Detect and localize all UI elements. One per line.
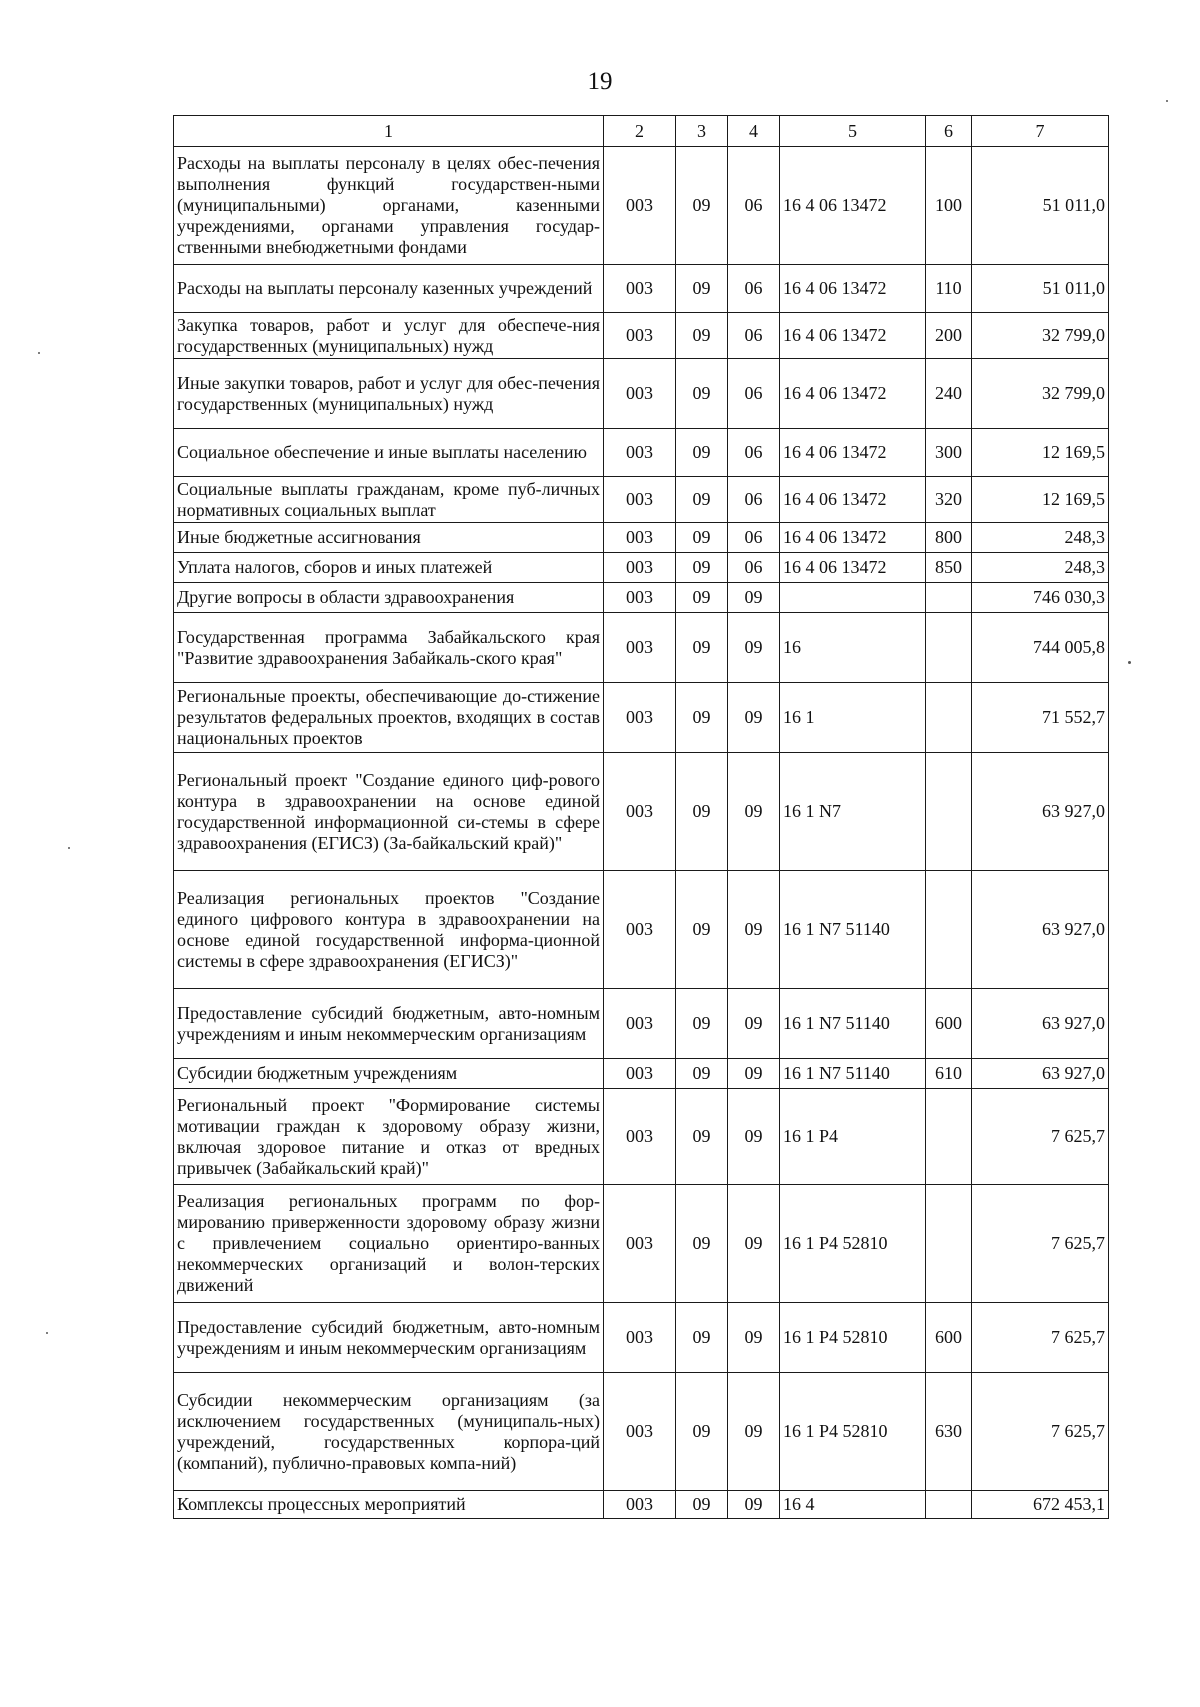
target-article-code: 16 1 P4 52810 [780,1373,926,1491]
target-article-code: 16 4 06 13472 [780,265,926,313]
expense-type-code [926,683,972,753]
row-description: Иные закупки товаров, работ и услуг для обес-печения государственных (муниципальных) нужд [174,359,604,429]
subsection-code: 09 [728,871,780,989]
section-code: 09 [676,1373,728,1491]
subsection-code: 06 [728,429,780,477]
subsection-code: 09 [728,1089,780,1185]
ministry-code: 003 [604,753,676,871]
column-header: 5 [780,116,926,147]
section-code: 09 [676,989,728,1059]
expense-type-code: 300 [926,429,972,477]
ministry-code: 003 [604,429,676,477]
table-row [174,583,1109,613]
column-header: 3 [676,116,728,147]
column-header: 4 [728,116,780,147]
section-code: 09 [676,477,728,523]
subsection-code: 06 [728,313,780,359]
ministry-code: 003 [604,265,676,313]
expense-type-code: 320 [926,477,972,523]
ministry-code: 003 [604,553,676,583]
amount: 12 169,5 [972,477,1109,523]
target-article-code: 16 4 [780,1491,926,1519]
target-article-code: 16 [780,613,926,683]
row-description: Уплата налогов, сборов и иных платежей [174,553,604,583]
amount: 672 453,1 [972,1491,1109,1519]
subsection-code: 09 [728,1373,780,1491]
table-row [174,1089,1109,1185]
target-article-code: 16 4 06 13472 [780,313,926,359]
amount: 7 625,7 [972,1185,1109,1303]
target-article-code: 16 1 P4 52810 [780,1185,926,1303]
section-code: 09 [676,1185,728,1303]
table-row [174,553,1109,583]
row-description: Социальное обеспечение и иные выплаты населению [174,429,604,477]
ministry-code: 003 [604,477,676,523]
expense-type-code [926,583,972,613]
section-code: 09 [676,1303,728,1373]
row-description: Региональный проект "Создание единого циф-рового контура в здравоохранении на основе единой государственной информационной си-стемы в сфере здравоохранения (ЕГИСЗ) (За-байкальский край)" [174,753,604,871]
ministry-code: 003 [604,583,676,613]
table-header [174,116,1109,147]
section-code: 09 [676,1491,728,1519]
expense-type-code: 200 [926,313,972,359]
table-row [174,523,1109,553]
row-description: Субсидии бюджетным учреждениям [174,1059,604,1089]
target-article-code: 16 1 [780,683,926,753]
row-description: Расходы на выплаты персоналу казенных учреждений [174,265,604,313]
expense-type-code [926,1089,972,1185]
table-row [174,477,1109,523]
amount: 7 625,7 [972,1089,1109,1185]
amount: 63 927,0 [972,871,1109,989]
ministry-code: 003 [604,313,676,359]
row-description: Закупка товаров, работ и услуг для обеспече-ния государственных (муниципальных) нужд [174,313,604,359]
section-code: 09 [676,753,728,871]
subsection-code: 09 [728,989,780,1059]
expense-type-code: 800 [926,523,972,553]
expense-type-code: 110 [926,265,972,313]
target-article-code [780,583,926,613]
section-code: 09 [676,683,728,753]
table-row [174,989,1109,1059]
ministry-code: 003 [604,871,676,989]
subsection-code: 09 [728,613,780,683]
page-number: 19 [587,68,613,95]
table-row [174,359,1109,429]
row-description: Иные бюджетные ассигнования [174,523,604,553]
row-description: Предоставление субсидий бюджетным, авто-номным учреждениям и иным некоммерческим организациям [174,1303,604,1373]
target-article-code: 16 1 P4 [780,1089,926,1185]
subsection-code: 06 [728,265,780,313]
target-article-code: 16 4 06 13472 [780,477,926,523]
section-code: 09 [676,553,728,583]
table-row [174,147,1109,265]
table-row [174,753,1109,871]
target-article-code: 16 1 P4 52810 [780,1303,926,1373]
section-code: 09 [676,147,728,265]
section-code: 09 [676,1059,728,1089]
row-description: Предоставление субсидий бюджетным, авто-номным учреждениям и иным некоммерческим организациям [174,989,604,1059]
table-row [174,1491,1109,1519]
amount: 32 799,0 [972,313,1109,359]
expense-type-code [926,753,972,871]
expense-type-code: 600 [926,989,972,1059]
subsection-code: 09 [728,753,780,871]
target-article-code: 16 4 06 13472 [780,429,926,477]
ministry-code: 003 [604,359,676,429]
ministry-code: 003 [604,1059,676,1089]
expense-type-code: 100 [926,147,972,265]
row-description: Расходы на выплаты персоналу в целях обес-печения выполнения функций государствен-ными (муниципальными) органами, казенными учреждениями, органами управления государ-ственными внебюджетными фондами [174,147,604,265]
target-article-code: 16 1 N7 [780,753,926,871]
table-row [174,1373,1109,1491]
section-code: 09 [676,265,728,313]
subsection-code: 09 [728,1303,780,1373]
ministry-code: 003 [604,613,676,683]
amount: 744 005,8 [972,613,1109,683]
subsection-code: 09 [728,1059,780,1089]
section-code: 09 [676,1089,728,1185]
target-article-code: 16 4 06 13472 [780,523,926,553]
amount: 51 011,0 [972,265,1109,313]
ministry-code: 003 [604,523,676,553]
table-row [174,429,1109,477]
target-article-code: 16 4 06 13472 [780,359,926,429]
table-body [174,147,1109,1519]
row-description: Региональный проект "Формирование системы мотивации граждан к здоровому образу жизни, включая здоровое питание и отказ от вредных привычек (Забайкальский край)" [174,1089,604,1185]
expense-type-code: 630 [926,1373,972,1491]
table-row [174,1303,1109,1373]
expense-type-code [926,1491,972,1519]
row-description: Субсидии некоммерческим организациям (за исключением государственных (муниципаль-ных) учреждений, государственных корпора-ций (компаний), публично-правовых компа-ний) [174,1373,604,1491]
ministry-code: 003 [604,1185,676,1303]
row-description: Реализация региональных проектов "Создание единого цифрового контура в здравоохранении на основе единой государственной информа-ционной системы в сфере здравоохранения (ЕГИСЗ)" [174,871,604,989]
row-description: Государственная программа Забайкальского края "Развитие здравоохранения Забайкаль-ского края" [174,613,604,683]
scan-speck [1166,100,1168,102]
target-article-code: 16 4 06 13472 [780,147,926,265]
amount: 51 011,0 [972,147,1109,265]
amount: 63 927,0 [972,753,1109,871]
section-code: 09 [676,429,728,477]
amount: 248,3 [972,553,1109,583]
table-row [174,1185,1109,1303]
table-row [174,871,1109,989]
column-header: 7 [972,116,1109,147]
target-article-code: 16 4 06 13472 [780,553,926,583]
subsection-code: 09 [728,583,780,613]
ministry-code: 003 [604,1089,676,1185]
row-description: Региональные проекты, обеспечивающие до-стижение результатов федеральных проектов, входящих в состав национальных проектов [174,683,604,753]
ministry-code: 003 [604,1373,676,1491]
subsection-code: 09 [728,1491,780,1519]
amount: 63 927,0 [972,1059,1109,1089]
scan-speck [38,352,40,354]
expense-type-code [926,1185,972,1303]
table-row [174,683,1109,753]
expense-type-code: 850 [926,553,972,583]
row-description: Другие вопросы в области здравоохранения [174,583,604,613]
amount: 248,3 [972,523,1109,553]
table-row [174,613,1109,683]
ministry-code: 003 [604,683,676,753]
ministry-code: 003 [604,1303,676,1373]
ministry-code: 003 [604,147,676,265]
expense-type-code: 600 [926,1303,972,1373]
row-description: Социальные выплаты гражданам, кроме пуб-личных нормативных социальных выплат [174,477,604,523]
subsection-code: 06 [728,359,780,429]
section-code: 09 [676,613,728,683]
expense-type-code: 240 [926,359,972,429]
expense-type-code [926,871,972,989]
budget-table [173,115,1109,1519]
amount: 32 799,0 [972,359,1109,429]
target-article-code: 16 1 N7 51140 [780,1059,926,1089]
header-row [174,116,1109,147]
table-row [174,313,1109,359]
section-code: 09 [676,583,728,613]
section-code: 09 [676,359,728,429]
subsection-code: 06 [728,147,780,265]
table-row [174,265,1109,313]
column-header: 2 [604,116,676,147]
section-code: 09 [676,523,728,553]
subsection-code: 06 [728,477,780,523]
ministry-code: 003 [604,989,676,1059]
row-description: Реализация региональных программ по фор-мированию приверженности здоровому образу жизни с привлечением социально ориентиро-ванных некоммерческих организаций и волон-терских движений [174,1185,604,1303]
ministry-code: 003 [604,1491,676,1519]
amount: 7 625,7 [972,1373,1109,1491]
amount: 12 169,5 [972,429,1109,477]
row-description: Комплексы процессных мероприятий [174,1491,604,1519]
column-header: 1 [174,116,604,147]
subsection-code: 09 [728,683,780,753]
subsection-code: 09 [728,1185,780,1303]
expense-type-code: 610 [926,1059,972,1089]
expense-type-code [926,613,972,683]
table-row [174,1059,1109,1089]
target-article-code: 16 1 N7 51140 [780,871,926,989]
subsection-code: 06 [728,553,780,583]
section-code: 09 [676,313,728,359]
scan-speck [46,1332,48,1334]
amount: 746 030,3 [972,583,1109,613]
amount: 71 552,7 [972,683,1109,753]
column-header: 6 [926,116,972,147]
amount: 63 927,0 [972,989,1109,1059]
amount: 7 625,7 [972,1303,1109,1373]
section-code: 09 [676,871,728,989]
subsection-code: 06 [728,523,780,553]
scan-speck [1128,661,1131,664]
scan-speck [68,847,70,849]
target-article-code: 16 1 N7 51140 [780,989,926,1059]
